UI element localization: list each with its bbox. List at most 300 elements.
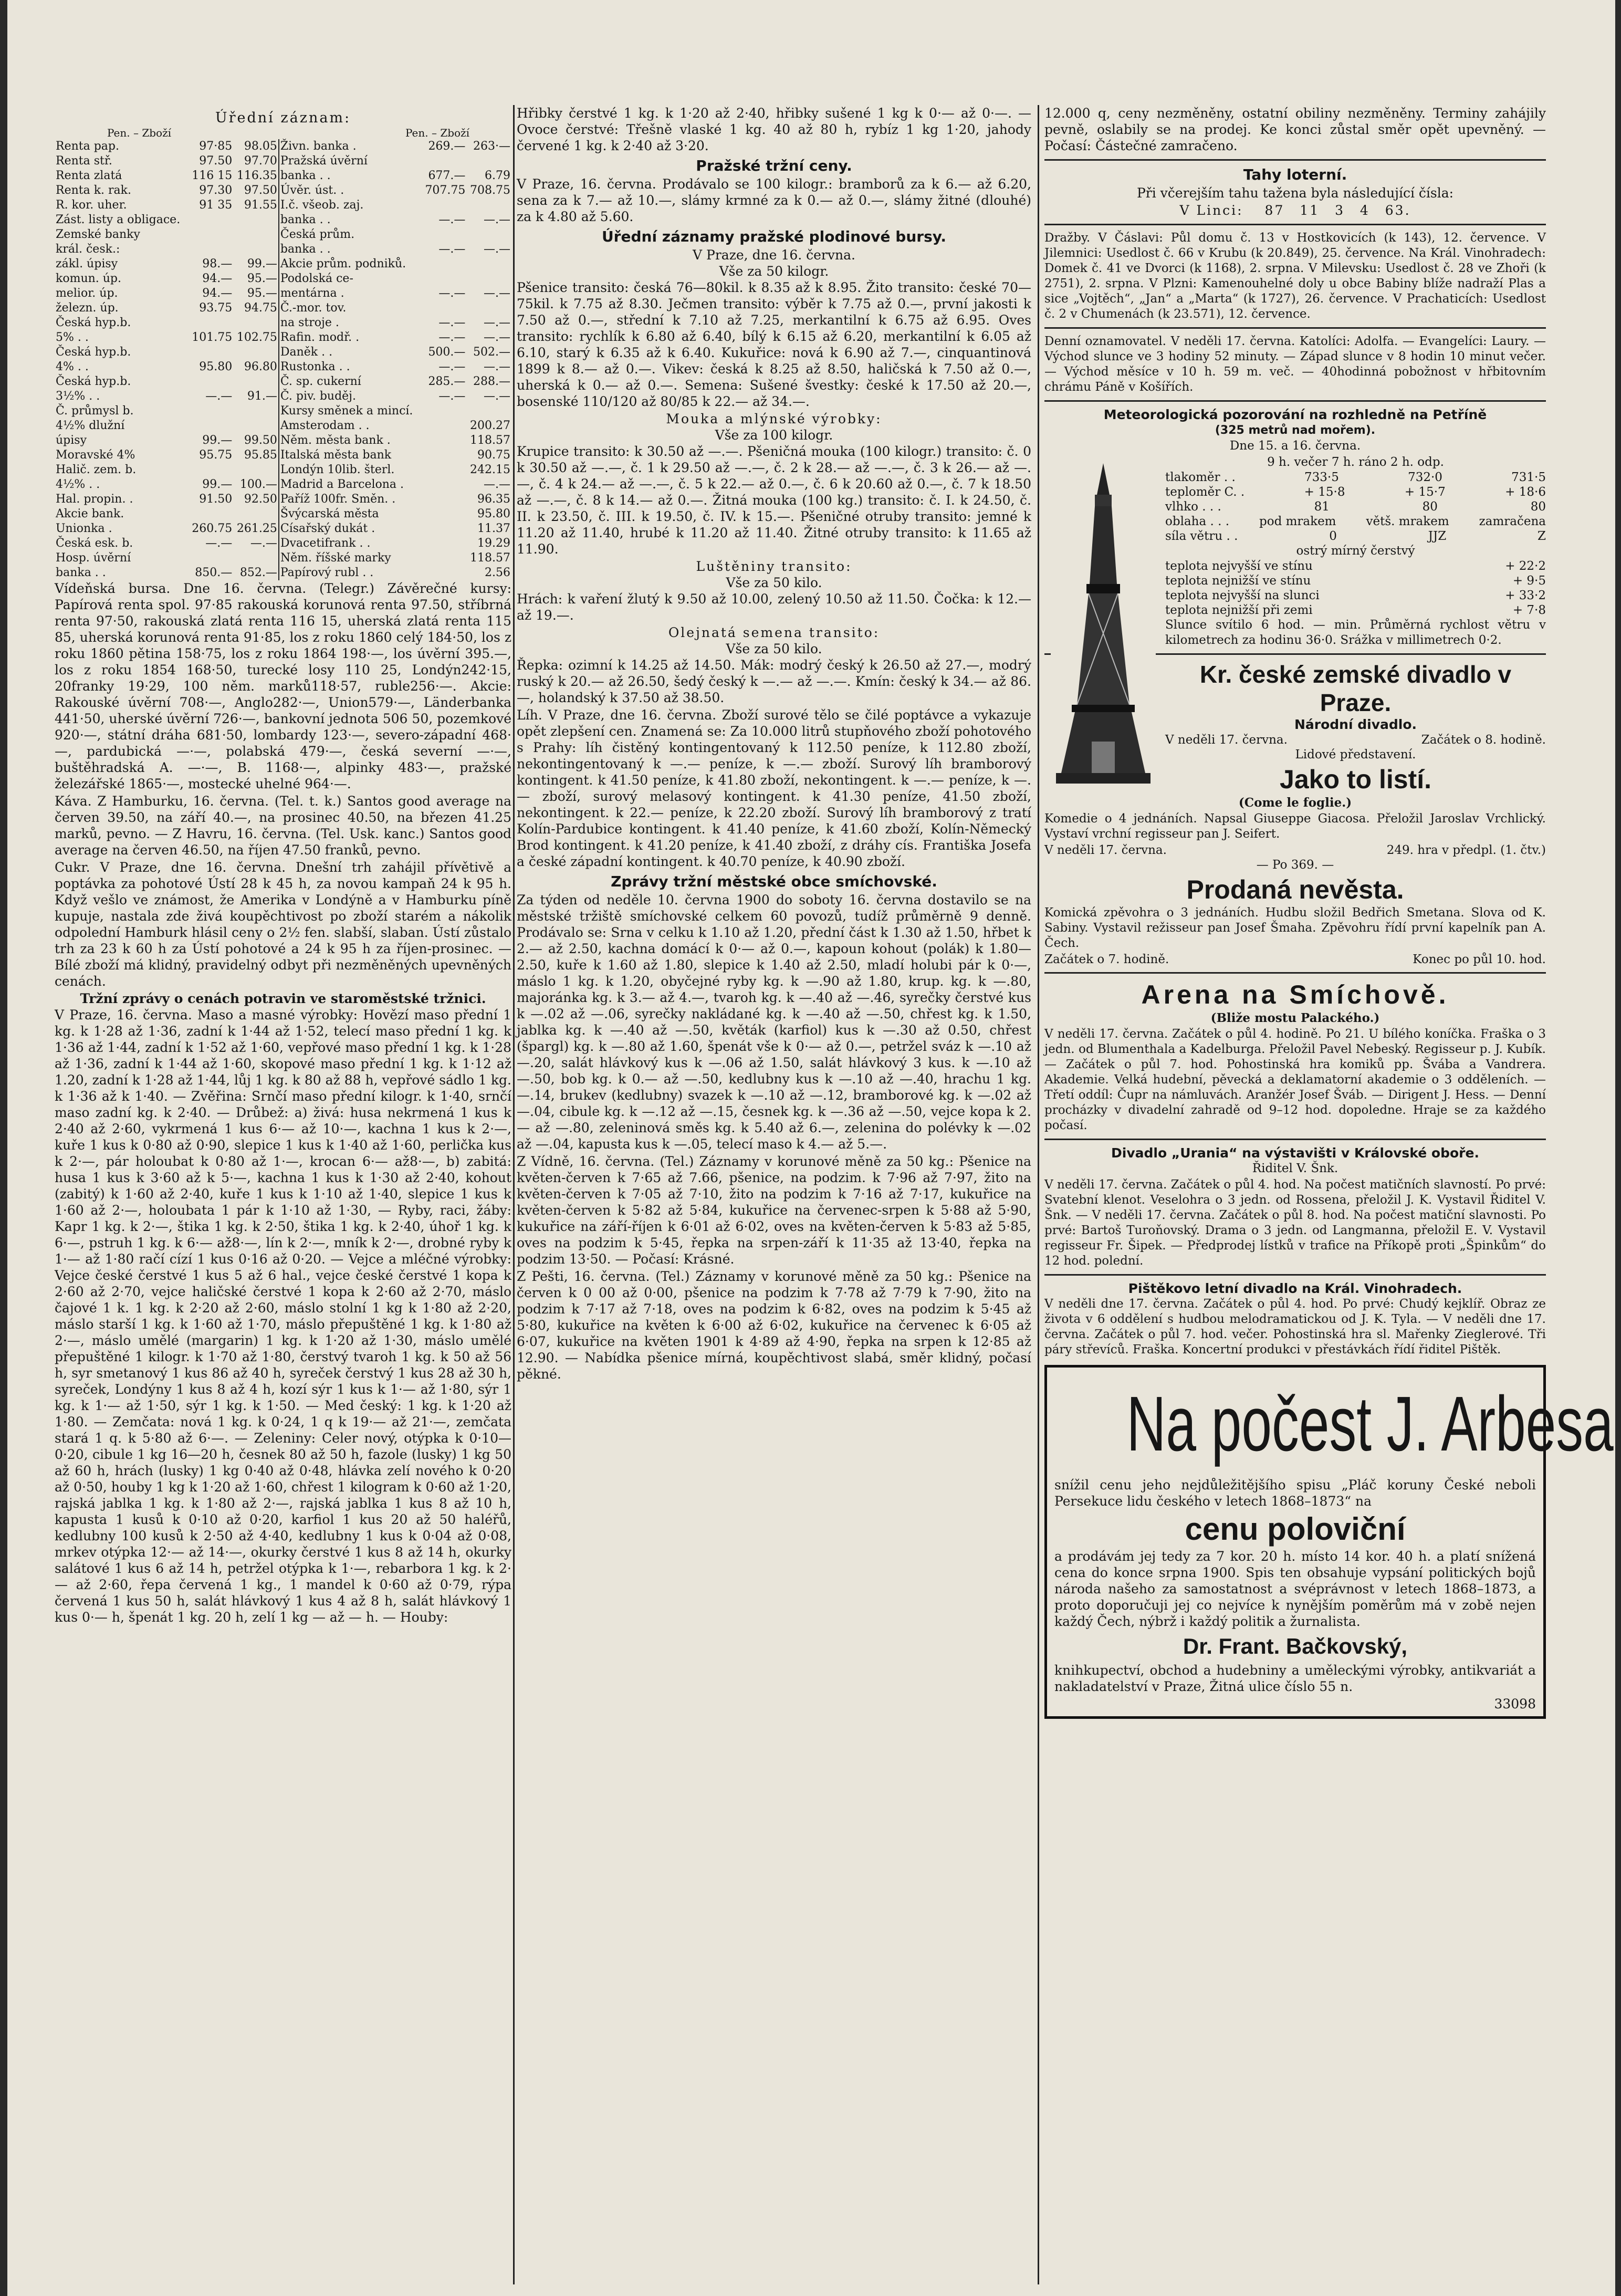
rate-cell: Zemské banky [56,228,140,241]
rate-cell: Madrid a Barcelona . [279,477,422,492]
rate-cell: 502.— [473,346,510,359]
rate-cell: —.— [484,331,510,344]
rate-cell: 94.75 [244,301,277,315]
rate-cell: —.— [484,213,510,226]
pest-grain-paragraph: Z Pešti, 16. června. (Tel.) Záznamy v korunové měně za 50 kg.: Pšenice na červen k 0 00 až 0·00, pšenice na podzim k 7·78 až 7·79 k 7·90, žito na podzim k 7·17 až 7·18, oves na podzim k 6·82, oves na podzim k 5·45 až 5·80, kukuřice na květen k 6·00 až 6·02, kukuřice na červenec k 6·05 až 6·07, kukuřice na květen 1901 k 4·89 až 4·90, řepka na srpen k 12·85 až 12.90. — Nabídka pšenice mírná, koupěchtivost slabá, směr klidný, počasí pěkné. [517,1269,1031,1382]
folk-performance-label: Lidové představení. [1295,748,1416,761]
rate-cell: mentárna . [279,286,422,301]
rate-row [55,374,511,389]
oilseeds-heading: Olejnatá semena transito: [668,625,880,640]
rate-cell [466,257,511,272]
rate-row [55,448,511,463]
rate-cell [422,521,467,536]
rate-cell: Č. průmysl b. [56,404,134,418]
temperature-cell: teplota nejvyšší na slunci [1165,589,1320,602]
rate-cell [422,536,467,551]
meteorology-cell: 81 [1314,500,1330,514]
rate-cell: 96.80 [244,360,277,373]
rate-cell: 2.56 [485,566,510,579]
col-head-left: Pen. – Zboží [107,127,172,139]
market-header [55,109,511,127]
rate-cell [422,227,467,242]
bookseller-name: Dr. Frant. Bačkovský, [1183,1634,1408,1658]
smichov-market-paragraph: Za týden od neděle 10. června 1900 do soboty 16. června dostavilo se na městské tržiště smíchovské celkem 60 povozů, tudíž průměrně 9 denně. Prodávalo se: Srna v celku k 1.10 až 1.20, přední část k 1.30 až 1.50, hřbet k 2.— až 2.50, kachna domácí k 0·— až 0.—, kapoun kohout (polák) k 1.80—2.50, kuře k 1.60 až 1.80, slepice k 1.40 až 2.50, mladí holubi pár k 0·—, máslo 1 kg. k 1.20, obyčejné ryby kg. k —.90 až 1.80, krup. kg. k —.80, majoránka kg. k 3.— až 4.—, tvaroh kg. k —.40 až —.46, syrečky čerstvé kus k —.02 až —.06, syrečky nakládané kg. k —.40 až —.50, chřest kg. k 1.50, jablka kg. k —.40 až —.50, květák (karfiol) kus k —.30 až 0.50, chřest (špargl) kg. k —.80 až 1.60, špenát vše k 0·— až 0.—, petržel sváz k —.10 až —.20, salát hlávkový kus k —.06 až 1.50, salát hlávkový 3 kus. k —.10 až —.50, bob kg. k 0.— až —.50, kedlubny kus k —.10 až —.40, hrachu 1 kg. —.14, brukev (kedlubny) svazek k —.10 až —.12, bramborové kg. k —.02 až —.04, cibule kg. k —.12 až —.15, česnek kg. k —.36 až —.50, vejce kopa k 2.— až —.80, zeleninová směs kg. k 5.40 až 6.—, zelenina do polévky k —.02 až —.04, kapusta kus k —.05, telecí maso k 4.— až 5.—. [517,892,1031,1152]
meteorology-date: Dne 15. a 16. června. [1229,439,1361,453]
rate-row [55,272,511,286]
play-subtitle: (Come le foglie.) [1238,796,1352,810]
rate-cell: banka . . [279,242,422,257]
lottery-result [1044,202,1546,218]
rate-row [55,286,511,301]
meteorology-row [1165,499,1546,514]
performance-date: V neděli 17. června. [1044,843,1167,857]
arbes-advertisement [1044,1365,1614,1719]
rate-row [55,419,511,433]
rate-cell: 97.70 [244,154,277,168]
rate-cell: Kursy směnek a mincí. [279,404,422,419]
meteorology-cell: 80 [1530,500,1546,514]
advertisement-number: 33098 [1494,1696,1536,1711]
rate-cell: 4% . . [56,360,89,373]
rate-cell: 93.75 [199,301,233,315]
wind-description: ostrý mírný čerstvý [1296,544,1415,558]
rate-cell: 95.75 [199,448,233,462]
rate-cell: 95.— [247,272,277,285]
rate-cell [422,257,467,272]
rate-cell: Živn. banka . [279,139,422,154]
rate-cell: —.— [484,360,510,373]
rate-row [55,257,511,272]
temperature-row [1165,603,1546,618]
rate-cell: Hosp. úvěrní [56,551,131,565]
column-rule-1 [513,105,515,2284]
rate-cell [422,477,467,492]
rate-cell [422,448,467,463]
second-performance [1044,843,1546,858]
rate-cell: 102.75 [236,331,277,344]
temperature-row [1165,588,1546,603]
rate-cell: král. česk.: [56,243,120,256]
oilseeds-unit: Vše za 50 kilo. [726,641,822,656]
rate-cell [422,433,467,448]
legumes-heading: Luštěniny transito: [696,559,852,574]
advertisement-text: snížil cenu jeho nejdůležitějšího spisu „Pláč koruny České neboli Persekuce lidu českého v letech 1868–1873“ na [1054,1477,1536,1509]
grain-paragraph: Pšenice transito: česká 76—80kil. k 8.35 až k 8.95. Žito transito: české 70—75kil. k 7.75 až 8.30. Ječmen transito: výběr k 7.75 až 0.—, první jakosti k 7.50 až 0.—, střední k 7.10 až 7.25, merkantilní k 6.75 až 6.95. Oves transito: rychlík k 6.80 až 6.40, bílý k 6.15 až 6.20, merkantilní k 6.05 až 6.10, starý k 6.35 až k 6.40. Kukuřice: nová k 6.90 až 7.—, cinquantinová 1899 k 8.— až 0.—. Vikev: česká k 8.25 až 8.50, haličská k 7.50 až 0.—, uherská k 0.— až 0.—. Semena: Sušené švestky: české k 17.50 až 20.—, bosenské 110/120 až 80/85 k 22.— až 34.—. [517,280,1031,409]
rate-cell [233,374,279,389]
rate-cell [189,227,234,242]
rate-cell: —.— [484,390,510,403]
rate-cell: Č. piv. buděj. [279,389,422,404]
meteorology-cell: 80 [1422,500,1438,514]
meteorology-row [1165,470,1546,485]
rate-row [55,433,511,448]
rate-cell: 263·— [473,140,510,153]
meteorology-row [1165,514,1546,529]
rate-cell [422,566,467,580]
play-description: Komedie o 4 jednáních. Napsal Giuseppe Giacosa. Přeložil Jaroslav Vrchlický. Vystaví vrchní regisseur pan J. Seifert. [1044,812,1546,841]
rate-cell: Italská města bank [279,448,422,463]
temperature-cell: + 7·8 [1512,603,1546,617]
rate-row [55,507,511,521]
rate-cell: 91.50 [199,493,233,506]
rate-cell [189,345,234,360]
rate-cell: —.— [484,478,510,491]
rate-cell: 99.— [202,478,233,491]
rate-cell: Daněk . . [279,345,422,360]
meteorology-cell: + 15·8 [1304,485,1345,499]
performance-start: Začátek o 8. hodině. [1421,733,1546,747]
rate-cell: 95.85 [244,448,277,462]
rate-cell: na stroje . [279,316,422,330]
meteorology-summary: Slunce svítilo 6 hod. — min. Průměrná rychlost větru v kilometrech za hodinu 36·0. Srážka v millimetrech 0·2. [1165,618,1546,647]
rate-cell: I.č. všeob. zaj. [279,198,422,213]
rate-cell: 260.75 [192,522,233,535]
meteorology-box [1044,407,1546,648]
meteorology-cell: vlhko . . . [1165,500,1221,514]
rate-cell: banka . . [56,566,106,579]
meteorology-cell: 0 [1329,529,1337,543]
rate-cell: Císařský dukát . [279,521,422,536]
rate-row [55,463,511,477]
oilseeds-paragraph: Řepka: ozimní k 14.25 až 14.50. Mák: modrý český k 26.50 až 27.—, modrý ruský k 20.— až 26.50, šedý český k —.— až —.—. Kmín: český k 34.— až 86.—, holandský k 37.50 až 38.50. [517,658,1031,705]
rate-cell: —.— [484,243,510,256]
rate-cell: Č. sp. cukerní [279,374,422,389]
rate-cell: 91.— [247,390,277,403]
opera-start: Začátek o 7. hodině. [1044,953,1169,966]
rate-cell: 5% . . [56,331,89,344]
rate-cell: zákl. úpisy [56,257,118,270]
rate-cell: Podolská ce- [279,272,422,286]
flour-heading: Mouka a mlýnské výrobky: [666,411,882,426]
rate-cell: 95.80 [199,360,233,373]
rate-cell [422,507,467,521]
meteorology-heading: Meteorologická pozorování na rozhledně na Petříně [1103,407,1487,422]
rate-cell: —.— [438,243,466,256]
rate-cell: Renta k. rak. [56,184,131,197]
rate-cell: Švýcarská města [279,507,422,521]
rate-cell: R. kor. uher. [56,199,127,212]
rate-cell [422,419,467,433]
rate-row [55,198,511,213]
rate-cell: 285.— [428,375,466,388]
rate-cell: Česká esk. b. [56,537,133,550]
rate-cell: 708.75 [470,184,510,197]
temperature-cell: + 33·2 [1505,589,1546,602]
meteorology-cell: zamračena [1479,515,1546,528]
column-1 [55,105,511,2284]
rate-cell [422,198,467,213]
divider [1044,327,1546,329]
meteorology-cell: 732·0 [1408,471,1442,484]
national-theatre-subheading: Národní divadlo. [1294,717,1417,732]
rate-cell [233,345,279,360]
rate-cell: 98.05 [244,140,277,153]
rate-cell: —.— [438,390,466,403]
commodity-bourse-heading: Úřední záznamy pražské plodinové bursy. [601,228,947,245]
meteorology-altitude: (325 metrů nad mořem). [1215,424,1376,437]
rate-cell: banka . . [279,169,422,183]
rate-cell: Česká prům. [279,227,422,242]
market-prices-paragraph: V Praze, 16. června. Maso a masné výrobky: Hovězí maso přední 1 kg. k 1·28 až 1·36, zadní k 1·44 až 1·52, telecí maso přední 1 kg. k 1·36 až 1·44, zadní k 1·52 až 1·60, vepřové maso přední 1 kg. k 1·28 až 1·36, zadní k 1·44 až 1·60, skopové maso přední 1 kg. k 1·12 až 1.20, zadní k 1·28 až 1·44, lůj 1 kg. k 80 až 88 h, vepřové sádlo 1 kg. k 1·36 až k 1·40. — Zvěřina: Srnčí maso přední kilogr. k 1·40, srnčí maso zadní kg. k 2·40. — Drůbež: a) živá: husa nekrmená 1 kus k 2·40 až 2·60, vykrmená 1 kus 6·— až 10·—, kachna 1 kus k 2·—, kuře 1 kus k 0·80 až 0·90, slepice 1 kus k 1·40 až 1·60, perlička kus k 2·—, pár holoubat k 0·80 až 1·—, krocan 6·— až8·—, b) zabitá: husa 1 kus k 3·60 až k 5·—, kachna 1 kus k 1·30 až 2·40, kohout (zabitý) k 1·60 až 2·40, kuře 1 kus k 1·10 až 1·40, slepice 1 kus k 1·60 až 2·—, holoubata 1 pár k 1·10 až 1·30, — Ryby, raci, žáby: Kapr 1 kg. k 2·—, štika 1 kg. k 2·50, štika 1 kg. k 2·40, úhoř 1 kg. k 6·—, pstruh 1 kg. k 6·— až8·—, lín k 2·—, mník k 2·—, drobné ryby k 1·— až 1·80 račí cízí 1 kus 0·16 až 0·20. — Vejce a mléčné výrobky: Vejce české čerstvé 1 kus 5 až 6 hal., vejce české čerstvé 1 kopa k 2·60 až 2·70, vejce haličské čerstvé 1 kopa k 2·60 až 2·70, máslo čajové 1 k. 1 kg. k 2·20 až 2·60, máslo stolní 1 kg k 1·80 až 2·20, máslo starší 1 kg. k 1·60 až 1·70, máslo přepuštěné 1 kg. k 1·80 až 2·—, máslo umělé (margarin) 1 kg. k 1·20 až 1·30, máslo umělé přepuštěné 1 kilogr. k 1·70 až 1·80, čerstvý tvaroh 1 kg. k 50 až 56 h, syr smetanový 1 kus 86 až 40 h, syreček čerstvý 1 kus 28 až 30 h, syreček, Londýny 1 kus 8 až 4 h, kozí sýr 1 kus k 1·— až 1·80, sýr 1 kg. k 1·— až 1·50, sýr 1 kg. k 1·50. — Med český: 1 kg. k 1·20 až 1·80. — Zemčata: nová 1 kg. k 0·24, 1 q k 19·— až 21·—, zemčata stará 1 q. k 5·80 až 6·—. — Zeleniny: Celer nový, otýpka k 0·10—0·20, cibule 1 kg 16—20 h, česnek 80 až 50 h, fazole (lusky) 1 kg 50 až 60 h, hrách (lusky) 1 kg 0·40 až 0·48, hlávka zelí nového k 0·20 až 0·50, houby 1 kg k 1·20 až 1·60, chřest 1 kilogram k 0·60 až 1·20, rajská jablka 1 kg. k 1·80 až 2·—, rajská jablka 1 kus 8 až 10 h, kapusta 1 kusů k 0·10 až 0·20, karfiol 1 kus 20 až 50 haléřů, kedlubny 100 kusů k 2·50 až 4·40, kedlubny 1 kus k 0·04 až 0·08, mrkev otýpka 12·— až 14·—, okurky čerstvé 1 kus 8 až 14 h, okurky salátové 1 kus 6 až 14 h, petržel otýpka k 1·—, rebarbora 1 kg. k 2·— až 2·60, řepa červená 1 kg., 1 mandel k 0·60 až 0·79, rýpa červená 1 kus 50 h, salát hlávkový 1 kus 4 až 8 h, salát hlávkový 1 kus 0·— h, špenát 1 kg. 20 h, zelí 1 kg — až — h. — Houby: [55,1007,511,1625]
rate-cell: Úvěr. úst. . [279,183,422,198]
rate-cell: 97·85 [199,140,233,153]
meteorology-times: 9 h. večer 7 h. ráno 2 h. odp. [1267,455,1444,469]
rate-row [55,536,511,551]
page-content [55,105,1614,2284]
meteorology-cell: JJZ [1428,529,1447,543]
rate-cell [422,404,467,419]
coffee-paragraph: Káva. Z Hamburku, 16. června. (Tel. t. k.) Santos good average na červen 39.50, na září 40.—, na prosinec 40.50, na březen 41.25 marků, pevno. — Z Havru, 16. června. (Tel. Usk. kanc.) Santos good average na červen 46.50, na říjen 47.50 franků, pevno. [55,794,511,858]
rate-cell [233,242,279,257]
smichov-market-heading: Zprávy tržní městské obce smíchovské. [611,873,937,890]
petrin-tower-image [1051,458,1156,794]
rate-cell [422,301,467,316]
rate-cell: Akcie bank. [56,507,124,520]
rate-cell: 500.— [428,346,466,359]
rate-cell: —.— [438,287,466,300]
vienna-bourse-paragraph: Vídeňská bursa. Dne 16. června. (Telegr.) Závěrečné kursy: Papírová renta spol. 97·85 rakouská korunová renta 97.50, stříbrná renta 97·50, rakouská zlatá renta 116 15, uherská zlatá renta 115 85, uherská korunová renta 91·85, los z roku 1860 celý 184·50, los z roku 1860 pětina 158·75, los z roku 1864 198·—, los úvěrní 395.—, los z roku 1854 168·50, turecké losy 110 25, Londýn242·15, 20franky 19·29, 100 něm. marků118·57, ruble256·—. Akcie: Rakouské úvěrní 708·—, Anglo282·—, Union579·—, Länderbanka 441·50, uherské úvěrní 726·—, bankovní jednota 506 50, pozemkové 920·—, státní dráha 681·50, lombardy 123·—, severo-západní 468·—, pardubická —·—, polabská 479·—, česká severní —·—, buštěhradská A. —·—, B. 1168·—, alpinky 483·—, pražské železářské 1865·—, mostecké uhelné 964·—. [55,581,511,791]
rate-cell: —.— [438,213,466,226]
rate-cell: 852.— [239,566,277,579]
rate-cell [189,213,234,227]
rate-cell: 97.50 [199,154,233,168]
divider [1044,972,1546,974]
rate-cell: 95.80 [477,507,510,520]
lottery-heading: Tahy loterní. [1243,166,1347,183]
rate-cell [466,198,511,213]
meteorology-cell: Z [1538,529,1546,543]
meteorology-cell: oblaha . . . [1165,515,1230,528]
rate-cell [422,463,467,477]
rate-cell: melior. úp. [56,287,118,300]
rate-cell: 92.50 [244,493,277,506]
auctions-paragraph: Dražby. V Čáslavi: Půl domu č. 13 v Hostkovicích (k 143), 12. července. V Jilemnici: Usedlost č. 66 v Krubu (k 20.849), 25. července. Na Král. Vinohradech: Domek č. 41 ve Dvorci (k 1168), 2. srpna. V Milevsku: Usedlost č. 28 ve Zhoři (k 2751), 2. srpna. V Plzni: Kamenouhelné doly u obce Babiny blíže nadraží Plas a sice „Vojtěch“, „Jan“ a „Marta“ (k 1727), 26. července. V Prachaticích: Usedlost č. 2 v Chumenách (k 23.571), 12. července. [1044,231,1546,321]
urania-director: Řiditel V. Šnk. [1252,1162,1338,1175]
rate-cell: Papírový rubl . . [279,566,422,580]
divider [1044,1139,1546,1140]
rate-cell [189,404,234,419]
temperature-cell: + 9·5 [1512,574,1546,588]
rate-cell [189,374,234,389]
daily-notice-paragraph: Denní oznamovatel. V neděli 17. června. Katolíci: Adolfa. — Evangelíci: Laury. — Východ slunce ve 3 hodiny 52 minuty. — Západ slunce v 8 hodin 10 minut večer. — Východ měsíce v 10 h. 59 m. več. — 40hodinná pobožnost v hřbitovním chrámu Páně v Košířích. [1044,335,1546,394]
rate-cell: Akcie prům. podniků. [279,257,422,272]
rate-row [55,169,511,183]
meteorology-cell: tlakoměr . . [1165,471,1236,484]
divider [1044,400,1546,402]
urania-program: V neděli 17. června. Začátek o půl 4. hod. Na počest matičních slavností. Po prvé: Svatební klenot. Veselohra o 3 jedn. od Rossena, přeložil J. K. Vystavil Řiditel V. Šnk. — V neděli 17. června. Začátek o půl 8. hod. Na počest matiční slavnosti. Po prvé: Bartoš Turoňovský. Drama o 3 jedn. od Langmanna, přeložil E. V. Vystavil regisseur Fr. Šipek. — Předprodej lístků v trafice na Příkopě proti „Špinkům“ do 12 hod. polední. [1044,1178,1546,1268]
rate-cell: Hal. propin. . [56,493,133,506]
rate-cell: 96.35 [477,493,510,506]
rate-cell: 707.75 [425,184,466,197]
rate-cell [466,301,511,316]
rate-row [55,521,511,536]
col-head-right: Pen. – Zboží [405,127,469,139]
rate-cell: 101.75 [192,331,233,344]
temperature-row [1165,573,1546,588]
rate-cell: 3½% . . [56,390,100,403]
opera-times [1044,952,1546,967]
temperature-cell: + 22·2 [1505,559,1546,573]
rate-cell: 99.— [247,257,277,270]
rate-cell: banka . . [279,213,422,227]
rate-cell: 95.— [247,287,277,300]
rate-cell: —.— [438,316,466,329]
meteorology-cell: 731·5 [1511,471,1546,484]
rate-cell: 99.— [202,434,233,447]
rate-cell: 98.— [202,257,233,270]
meteorology-row [1165,529,1546,544]
rate-cell: Pražská úvěrní [279,154,422,169]
rate-cell: 677.— [428,169,466,182]
rate-cell: Česká hyp.b. [56,346,131,359]
rate-cell: 6.79 [485,169,510,182]
commodity-date: V Praze, dne 16. června. [693,247,855,263]
rate-cell [233,227,279,242]
rate-cell: Moravské 4% [56,448,135,462]
meteorology-cell: pod mrakem [1259,515,1336,528]
rate-cell: 200.27 [470,419,510,432]
market-prices-heading: Tržní zprávy o cenách potravin ve staroměstské tržnici. [80,991,486,1006]
rate-cell: —.— [205,537,233,550]
rate-cell: Renta zlatá [56,169,122,182]
advertisement-offer: a prodávám jej tedy za 7 kor. 20 h. místo 14 kor. 40 h. a platí snížená cena do konce srpna 1900. Spis ten obsahuje vypsání politických bojů národa našeho za samostatnost a svéprávnost v letech 1868–1873, a proto doporučuji jej co nejvíce k nynějším poměrům má v zobě nejen každý Čech, nýbrž i každý politik a žurnalista. [1054,1549,1536,1629]
rate-cell [233,213,279,227]
arena-heading: Arena na Smíchově. [1141,980,1449,1009]
rate-row [55,316,511,330]
lottery-intro: Při včerejším tahu tažena byla následující čísla: [1136,185,1454,201]
meteorology-cell: teploměr C. . [1165,485,1245,499]
pistek-theatre-heading: Pištěkovo letní divadlo na Král. Vinohradech. [1128,1281,1462,1296]
rate-cell: Unionka . [56,522,112,535]
rates-table [55,139,511,580]
rate-cell: 100.— [239,478,277,491]
meteorology-cell: síla větru . . [1165,529,1238,543]
lottery-city: V Linci: [1179,203,1243,218]
rate-cell: 91.55 [244,199,277,212]
vienna-grain-paragraph: Z Vídně, 16. června. (Tel.) Záznamy v korunové měně za 50 kg.: Pšenice na květen-červen k 7·65 až 7.66, pšenice, na podzim. k 7·96 až 7·97, žito na květen-červen k 7·05 až 7·10, žito na podzim k 7·16 až 7·17, kukuřice na květen-červen k 5·82 až 5·84, kukuřice na červenec-srpen k 5·88 až 5·90, kukuřice na září-říjen k 6·01 až 6·02, oves na květen-červen k 5·83 až 5·85, oves na podzim k 5·45, řepka na srpen-září k 11·35 až 13·40, řepka na podzim 13·50. — Počasí: Krásné. [517,1154,1031,1267]
rate-cell: 11.37 [477,522,510,535]
flour-unit: Vše za 100 kilogr. [715,427,833,443]
rate-cell [466,272,511,286]
half-price-banner: cenu poloviční [1185,1511,1406,1547]
rate-cell: železn. úp. [56,301,119,315]
rate-cell: Halič. zem. b. [56,463,137,476]
newspaper-page [7,0,1615,2296]
official-record-title: Úřední záznam: [215,110,351,126]
rate-row [55,213,511,227]
national-theatre-heading: Kr. české zemské divadlo v Praze. [1199,661,1512,716]
rate-cell: komun. úp. [56,272,122,285]
divider [1044,1274,1546,1276]
rate-cell [466,154,511,169]
rate-cell: úpisy [56,434,87,447]
rate-row [55,242,511,257]
rate-cell: 118.57 [470,551,510,565]
rate-cell [422,154,467,169]
rate-row [55,389,511,404]
advertisement-title: Na počest J. Arbesa [1126,1381,1614,1467]
rate-cell [233,316,279,330]
commodity-unit: Vše za 50 kilogr. [719,264,829,279]
rate-cell: —.— [250,537,277,550]
rate-cell: Něm. říšské marky [279,551,422,566]
meteorology-row [1165,485,1546,499]
spirits-paragraph: Líh. V Praze, dne 16. června. Zboží surové tělo se čilé poptávce a vykazuje opět zlepšení cen. Znamená se: Za 10.000 litrů stupňového zboží pohotového s Prahy: líh čistěný kontingentovaný k 112.50 peníze, k 112.80 zboží, nekontingentovaný k —.— peníze, k —.— zboží. Surový líh bramborový kontingent. k 41.50 peníze, k 41.80 zboží, nekontingent. k —.— peníze, k —.— zboží, surový melasový kontingent. k 41.30 peníze, 41.50 zboží, nekontingent. k 22.— peníze, k 22.20 zboží. Surový líh bramborový z tratí Kolín-Pardubice kontingent. k 41.40 peníze, k 41.60 zboží, Kolín-Německý Brod kontingent. k 41.20 peníze, k 41.40 zboží, z dráhy cís. Františka Josefa a české západní kontingent. k 40.70 peníze, k 40.90 zboží. [517,707,1031,869]
rate-cell: Č.-mor. tov. [279,301,422,316]
performance-date: V neděli 17. června. [1165,733,1288,747]
prague-prices-paragraph: V Praze, 16. června. Prodávalo se 100 kilogr.: bramborů za k 6.— až 6.20, sena za k 7.— až 10.—, slámy krmné za k 0.— až 0.—, slámy žitné (dlouhé) za k 4.80 až 5.60. [517,176,1031,224]
divider [1044,224,1546,225]
temperature-row [1165,559,1546,573]
rate-cell: 94.— [202,272,233,285]
column-3 [1044,105,1614,2284]
prague-prices-heading: Pražské tržní ceny. [696,157,852,174]
rate-cell: 90.75 [477,448,510,462]
rate-cell: 97.50 [244,184,277,197]
rate-cell: 19.29 [477,537,510,550]
sugar-paragraph: Cukr. V Praze, dne 16. června. Dnešní trh zahájil přívětivě a poptávka za pohotové Ústí 28 k 45 h, za novou kampaň 24 k 95 h. Když vešlo ve známost, že Amerika v Londýně a v Hamburku píně kupuje, nastala zde živá koupěchtivost po zboží starém a nákolik odpolední Hamburk hlásil ceny o 2½ fen. slabší, slaban. Ústí zůstalo trh za 23 k 60 h za Ústí pohotové a 24 k 95 h za říjen-prosinec. — Bílé zboží má klidný, pravidelný odbyt při nezměněných upevněných cenách. [55,860,511,989]
rate-row [55,227,511,242]
meteorology-cell: větš. mrakem [1366,515,1449,528]
rate-row [55,330,511,345]
rate-cell: Něm. města bank . [279,433,422,448]
fruit-paragraph: Hřibky čerstvé 1 kg. k 1·20 až 2·40, hřibky sušené 1 kg k 0·— až 0·—. — Ovoce čerstvé: Třešně vlaské 1 kg. 40 až 80 h, rybíz 1 kg 1·20, jahody červené 1 kg. k 2·40 až 3·20. [517,106,1031,153]
rate-cell [466,404,511,419]
rate-cell [233,507,279,521]
temperature-cell: teplota nejnižší při zemi [1165,603,1313,617]
temperature-cell: teplota nejnižší ve stínu [1165,574,1311,588]
meteorology-cell: + 15·7 [1404,485,1446,499]
subscription-note: 249. hra v předpl. (1. čtv.) [1386,843,1546,857]
rate-cell: 97.30 [199,184,233,197]
rate-cell: Dvacetifrank . . [279,536,422,551]
rate-cell [189,419,234,433]
rate-cell: 91 35 [199,199,233,212]
rate-cell [233,463,279,477]
rate-cell: —.— [438,331,466,344]
rate-cell [189,551,234,566]
rate-cell: 850.— [195,566,233,579]
rate-row [55,477,511,492]
rate-cell: —.— [438,360,466,373]
weather-note: 12.000 q, ceny nezměněny, ostatní obiliny nezměněny. Terminy zahájily pevně, oslabily se na prodej. Ke konci zůstal směr opět upevněný. — Počasí: Částečné zamračeno. [1044,106,1546,153]
rate-cell: 118.57 [470,434,510,447]
rate-cell [189,507,234,521]
column-headings [55,127,511,139]
rate-cell: 99.50 [244,434,277,447]
rate-cell [422,492,467,507]
meteorology-cell: 733·5 [1304,471,1339,484]
rate-cell [189,316,234,330]
rate-cell: Amsterodam . . [279,419,422,433]
opera-end: Konec po půl 10. hod. [1413,953,1546,966]
rate-row [55,404,511,419]
column-rule-2 [1038,105,1039,2284]
play-title: Jako to listí. [1280,765,1431,794]
rate-cell: 4½% . . [56,478,100,491]
rate-row [55,360,511,374]
temperature-cell: teplota nejvyšší ve stínu [1165,559,1313,573]
rate-row [55,345,511,360]
rate-cell [233,404,279,419]
rate-cell: Renta pap. [56,140,119,153]
rate-cell: 242.15 [470,463,510,476]
rate-cell: Česká hyp.b. [56,316,131,329]
rate-row [55,301,511,316]
rate-cell: Rafin. modř. . [279,330,422,345]
rate-cell [422,551,467,566]
rate-cell: 269.— [428,140,466,153]
